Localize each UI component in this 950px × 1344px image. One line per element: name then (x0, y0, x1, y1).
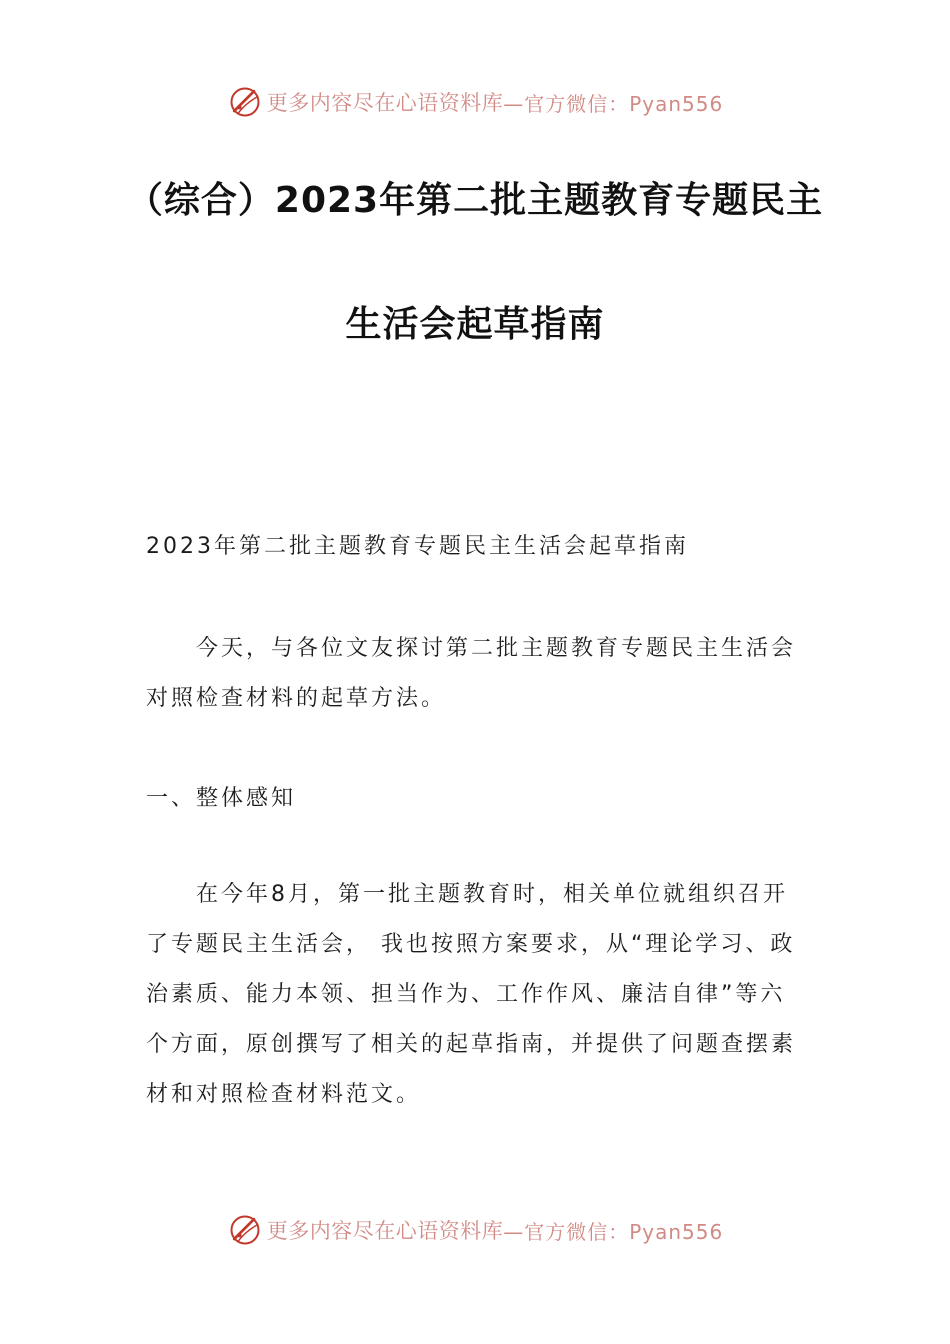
watermark-site-text: 更多内容尽在心语资料库 (266, 1219, 504, 1243)
watermark-banner-top (0, 82, 950, 122)
pen-logo-icon (227, 84, 263, 120)
document-title-line-1: （综合）2023年第二批主题教育专题民主 (126, 180, 824, 221)
watermark-banner-bottom (0, 1210, 950, 1250)
section-1-heading: 一、整体感知 (146, 786, 297, 811)
section-1-paragraph: 在今年8月，第一批主题教育时，相关单位就组织召开了专题民主生活会， 我也按照方案要求，从“理论学习、政治素质、能力本领、担当作为、工作作风、廉洁自律”等六个方面，原创撰写了相关的起草指南，并提供了问题查摆素材和对照检查材料范文。 (146, 882, 797, 1107)
watermark-site-text: 更多内容尽在心语资料库 (266, 91, 504, 115)
pen-logo-icon (227, 1212, 263, 1248)
body-subtitle: 2023年第二批主题教育专题民主生活会起草指南 (146, 534, 689, 559)
watermark-wechat-text: —官方微信：Pyan556 (503, 1219, 724, 1244)
watermark-wechat-text: —官方微信：Pyan556 (503, 91, 724, 116)
document-title-line-2: 生活会起草指南 (345, 304, 605, 345)
intro-paragraph: 今天，与各位文友探讨第二批主题教育专题民主生活会对照检查材料的起草方法。 (146, 636, 797, 711)
